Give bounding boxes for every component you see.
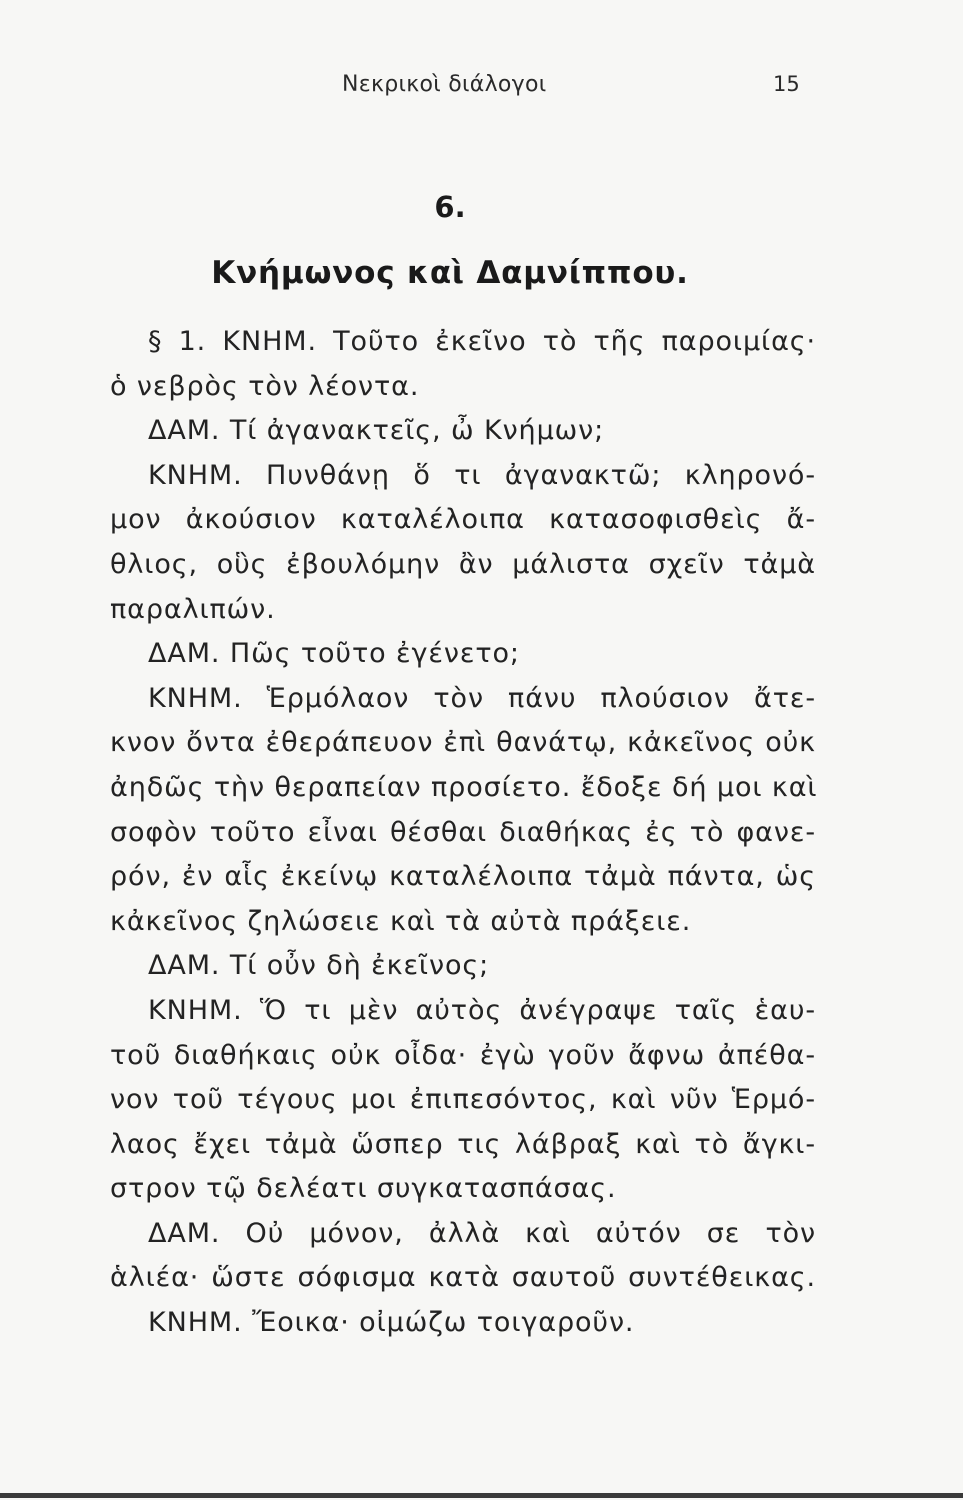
text-line: κἀκεῖνος ζηλώσειε καὶ τὰ αὐτὰ πράξειε. bbox=[110, 905, 692, 937]
text-line: ΔΑΜ. Τί ἀγανακτεῖς, ὦ Κνήμων; bbox=[148, 415, 605, 447]
text-line: σοφὸν τοῦτο εἶναι θέσθαι διαθήκας ἐς τὸ φανε- bbox=[110, 816, 816, 848]
text-line: ΚΝΗΜ. Ὅ τι μὲν αὐτὸς ἀνέγραψε ταῖς ἑαυ- bbox=[148, 994, 816, 1026]
text-line: § 1. ΚΝΗΜ. Τοῦτο ἐκεῖνο τὸ τῆς παροιμίας· bbox=[148, 326, 816, 357]
text-line: ΔΑΜ. Τί οὖν δὴ ἐκεῖνος; bbox=[148, 950, 490, 982]
text-line: παραλιπών. bbox=[110, 593, 276, 625]
chapter-title: Κνήμωνος καὶ Δαμνίππου. bbox=[211, 255, 689, 291]
text-line: κνον ὄντα ἐθεράπευον ἐπὶ θανάτῳ, κἀκεῖνος οὐκ bbox=[110, 727, 816, 759]
running-head bbox=[0, 72, 963, 102]
text-line: θλιος, οὓς ἐβουλόμην ἂν μάλιστα σχεῖν τἀμὰ bbox=[110, 548, 816, 580]
text-line: λαος ἔχει τἀμὰ ὥσπερ τις λάβραξ καὶ τὸ ἄγκι- bbox=[110, 1128, 816, 1160]
text-line: ἁλιέα· ὥστε σόφισμα κατὰ σαυτοῦ συντέθεικας. bbox=[110, 1262, 816, 1294]
dialogue-text bbox=[110, 320, 816, 1346]
text-line: ΔΑΜ. Πῶς τοῦτο ἐγένετο; bbox=[148, 638, 520, 670]
text-line: ΚΝΗΜ. Ἔοικα· οἰμώζω τοιγαροῦν. bbox=[148, 1307, 635, 1339]
text-line: ρόν, ἐν αἷς ἐκείνῳ καταλέλοιπα τἀμὰ πάντα, ὡς bbox=[110, 861, 816, 893]
text-line: ΚΝΗΜ. Ἑρμόλαον τὸν πάνυ πλούσιον ἄτε- bbox=[148, 682, 816, 714]
text-line: τοῦ διαθήκαις οὐκ οἶδα· ἐγὼ γοῦν ἄφνω ἀπέθα- bbox=[110, 1039, 816, 1071]
text-line: στρον τῷ δελέατι συγκατασπάσας. bbox=[110, 1173, 617, 1205]
page-number: 15 bbox=[773, 72, 800, 96]
running-title: Νεκρικοὶ διάλογοι bbox=[342, 72, 547, 97]
page-bottom-edge bbox=[0, 1493, 963, 1498]
text-line: νον τοῦ τέγους μοι ἐπιπεσόντος, καὶ νῦν Ἑρμό- bbox=[110, 1084, 816, 1116]
text-line: μον ἀκούσιον καταλέλοιπα κατασοφισθεὶς ἄ- bbox=[110, 504, 816, 536]
text-line: ΔΑΜ. Οὐ μόνον, ἀλλὰ καὶ αὐτόν σε τὸν bbox=[148, 1217, 816, 1249]
chapter-number: 6. bbox=[434, 190, 466, 224]
text-line: ἀηδῶς τὴν θεραπείαν προσίετο. ἔδοξε δή μοι καὶ bbox=[110, 771, 818, 803]
text-line: ΚΝΗΜ. Πυνθάνῃ ὅ τι ἀγανακτῶ; κληρονό- bbox=[148, 459, 816, 491]
text-line: ὁ νεβρὸς τὸν λέοντα. bbox=[110, 370, 420, 402]
